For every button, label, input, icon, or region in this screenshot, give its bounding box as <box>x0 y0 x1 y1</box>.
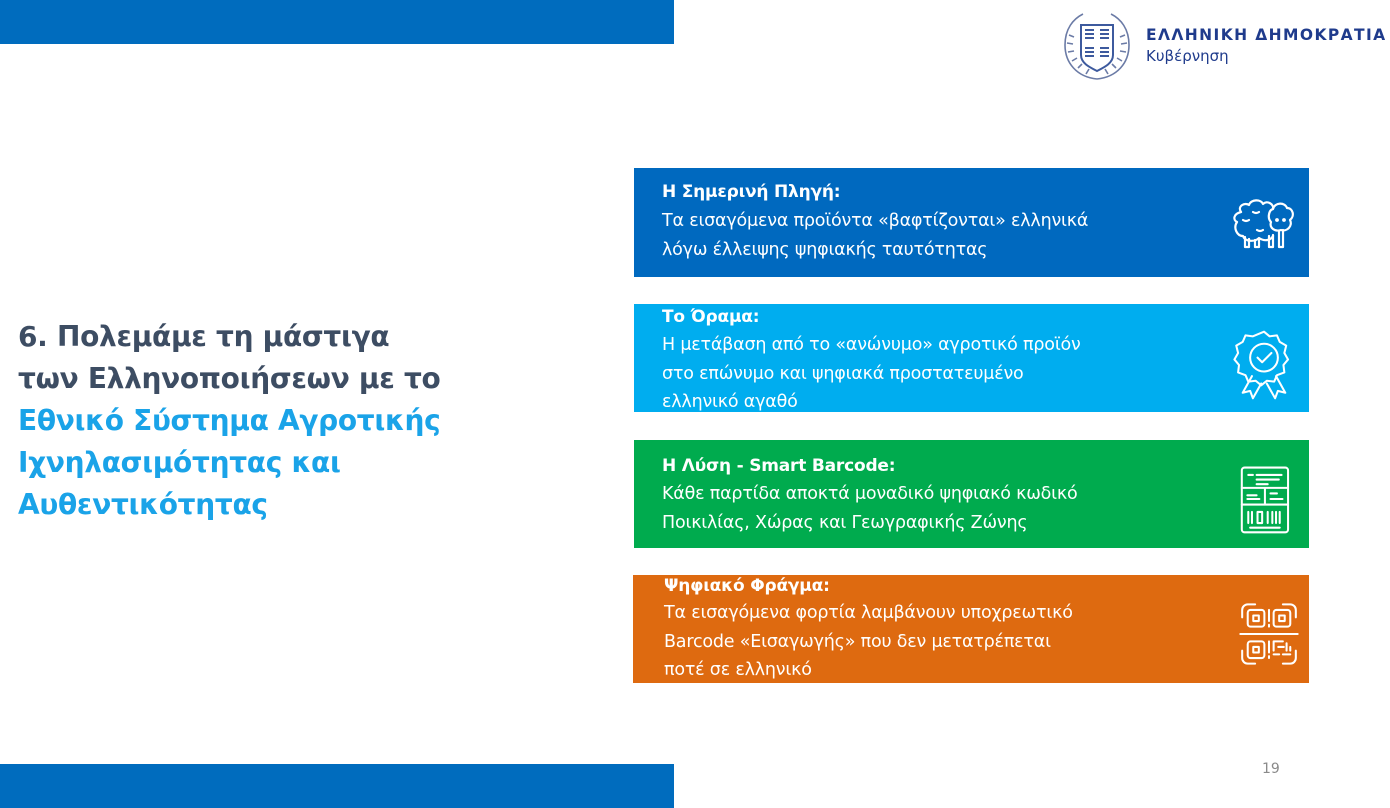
card-line: Κάθε παρτίδα αποκτά μοναδικό ψηφιακό κωδικό <box>662 484 1078 504</box>
card-vision <box>634 304 1309 412</box>
card-line: Τα εισαγόμενα προϊόντα «βαφτίζονται» ελληνικά <box>662 211 1089 231</box>
sheep-icon <box>1227 190 1301 264</box>
card-heading: Το Όραμα: <box>662 307 760 327</box>
title-line-4: Ιχνηλασιμότητας και <box>18 446 341 479</box>
slide-title <box>18 316 478 526</box>
title-line-5: Αυθεντικότητας <box>18 488 268 521</box>
card-line: Barcode «Εισαγωγής» που δεν μετατρέπεται <box>664 631 1051 652</box>
card-heading: Ψηφιακό Φράγμα: <box>664 576 830 596</box>
card-heading: Η Λύση - Smart Barcode: <box>662 456 896 476</box>
card-heading: Η Σημερινή Πληγή: <box>662 182 841 202</box>
page-number: 19 <box>1262 761 1280 777</box>
qr-code-scan-icon <box>1232 597 1306 671</box>
title-line-1: 6. Πολεμάμε τη μάστιγα <box>18 320 390 353</box>
award-badge-check-icon <box>1227 328 1301 402</box>
top-accent-bar <box>0 0 674 44</box>
card-line: ελληνικό αγαθό <box>662 392 798 412</box>
card-line: Τα εισαγόμενα φορτία λαμβάνουν υποχρεωτικό <box>664 603 1073 623</box>
card-body <box>662 207 1202 264</box>
card-solution-smart-barcode <box>634 440 1309 548</box>
barcode-label-icon <box>1227 462 1301 536</box>
card-digital-barrier <box>633 575 1309 683</box>
card-line: στο επώνυμο και ψηφιακά προστατευμένο <box>662 363 1024 384</box>
logo-subtitle: Κυβέρνηση <box>1146 47 1229 66</box>
card-body <box>662 331 1202 412</box>
card-line: Ποικιλίας, Χώρας και Γεωγραφικής Ζώνης <box>662 512 1028 533</box>
card-line: ποτέ σε ελληνικό <box>664 660 812 680</box>
card-body <box>664 599 1204 683</box>
card-line: λόγω έλλειψης ψηφιακής ταυτότητας <box>662 239 988 260</box>
greek-coat-of-arms-icon <box>1061 9 1133 83</box>
card-body <box>662 480 1202 537</box>
government-logo <box>1061 9 1387 83</box>
card-current-problem <box>634 168 1309 277</box>
logo-title: ΕΛΛΗΝΙΚΗ ΔΗΜΟΚΡΑΤΙΑ <box>1146 25 1387 44</box>
title-line-3: Εθνικό Σύστημα Αγροτικής <box>18 404 441 437</box>
bottom-accent-bar <box>0 764 674 808</box>
card-line: Η μετάβαση από το «ανώνυμο» αγροτικό προϊόν <box>662 335 1081 355</box>
title-line-2: των Ελληνοποιήσεων με το <box>18 362 441 395</box>
